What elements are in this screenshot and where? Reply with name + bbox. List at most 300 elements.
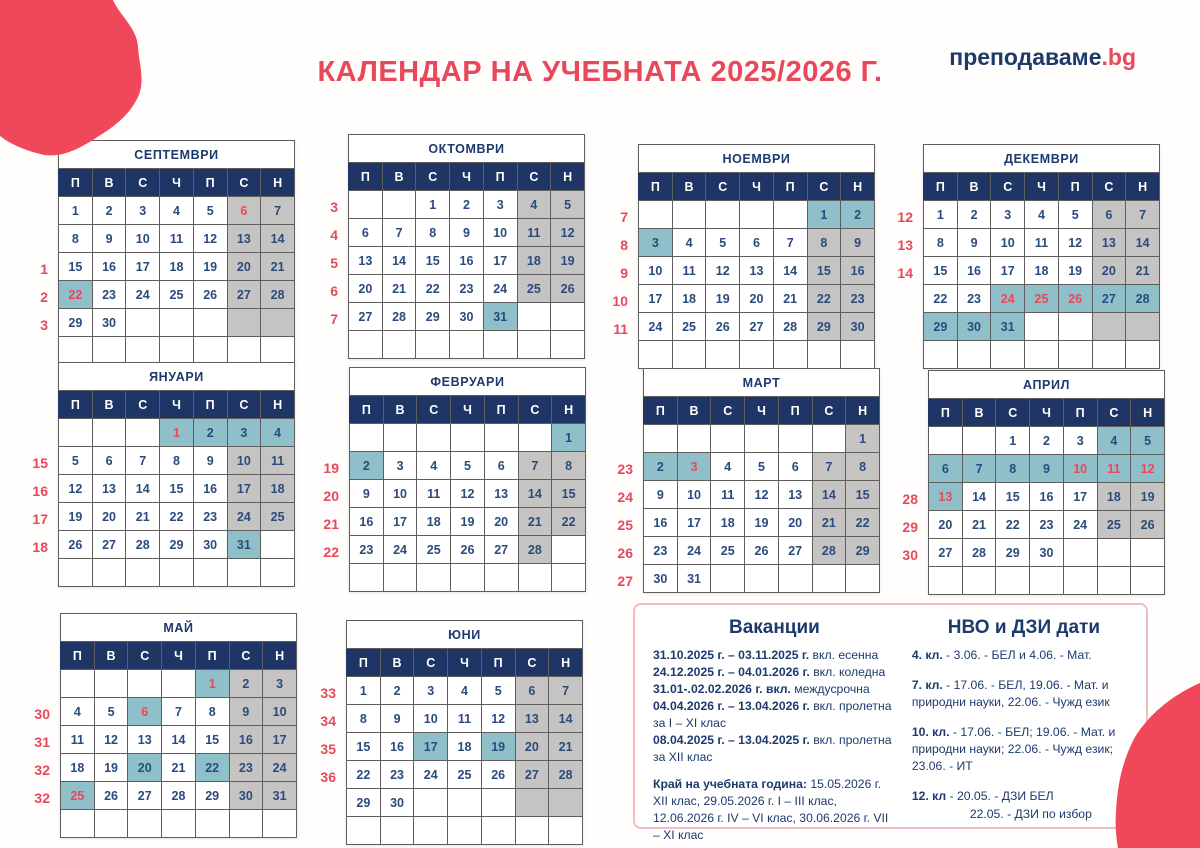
weekday-header: С (227, 391, 261, 419)
day-cell: 4 (672, 229, 706, 257)
day-cell: 9 (193, 447, 227, 475)
day-cell (549, 817, 583, 845)
week-number-column (316, 620, 342, 847)
day-cell: 2 (841, 201, 875, 229)
day-cell: 22 (195, 754, 229, 782)
week-number: 6 (330, 282, 338, 299)
day-cell (778, 425, 812, 453)
day-cell: 18 (61, 754, 95, 782)
weekday-header: Н (841, 173, 875, 201)
day-cell: 1 (807, 201, 841, 229)
weekday-header: С (518, 396, 552, 424)
day-cell: 16 (841, 257, 875, 285)
brand-logo-navy: преподаваме (949, 44, 1102, 70)
month-title: ДЕКЕМВРИ (924, 145, 1160, 173)
day-cell (450, 331, 484, 359)
panel-line: 12. кл - 20.05. - ДЗИ БЕЛ 22.05. - ДЗИ по избор (911, 789, 1092, 821)
weekday-header: П (350, 396, 384, 424)
weekday-header: С (128, 642, 162, 670)
day-cell: 22 (807, 285, 841, 313)
day-cell (94, 810, 128, 838)
week-number (31, 672, 56, 700)
day-cell: 4 (61, 698, 95, 726)
day-cell: 28 (1126, 285, 1160, 313)
day-cell (227, 559, 261, 587)
day-cell: 10 (126, 225, 160, 253)
day-cell: 10 (1063, 455, 1097, 483)
day-cell: 6 (929, 455, 963, 483)
day-cell: 27 (349, 303, 383, 331)
day-cell (481, 789, 515, 817)
day-cell: 5 (551, 191, 585, 219)
month-title: ФЕВРУАРИ (350, 368, 586, 396)
day-cell (711, 565, 745, 593)
week-number: 5 (330, 254, 338, 271)
panel-line: 4. кл. - 3.06. - БЕЛ и 4.06. - Мат. (911, 648, 1092, 662)
week-number: 18 (32, 538, 48, 555)
day-cell (518, 424, 552, 452)
weekday-header: П (193, 391, 227, 419)
day-cell: 25 (711, 537, 745, 565)
weekday-header: В (92, 391, 126, 419)
day-cell (517, 331, 551, 359)
weekday-header: С (711, 397, 745, 425)
day-cell: 20 (92, 503, 126, 531)
weekday-header: Н (1131, 399, 1165, 427)
day-cell: 15 (416, 247, 450, 275)
day-cell: 14 (126, 475, 160, 503)
day-cell (551, 331, 585, 359)
day-cell: 31 (263, 782, 297, 810)
day-cell: 6 (484, 452, 518, 480)
day-cell: 21 (382, 275, 416, 303)
day-cell: 5 (706, 229, 740, 257)
week-number: 22 (323, 543, 339, 560)
weekday-header: С (1092, 173, 1126, 201)
day-cell: 20 (1092, 257, 1126, 285)
month-october (318, 134, 585, 361)
day-cell: 19 (1131, 483, 1165, 511)
day-cell: 22 (347, 761, 381, 789)
day-cell: 18 (1025, 257, 1059, 285)
weekday-header: С (126, 169, 160, 197)
day-cell: 13 (1092, 229, 1126, 257)
weekday-header: П (193, 169, 227, 197)
day-cell: 30 (450, 303, 484, 331)
day-cell: 21 (162, 754, 196, 782)
day-cell: 31 (483, 303, 517, 331)
weekday-header: П (924, 173, 958, 201)
day-cell: 3 (1063, 427, 1097, 455)
day-cell: 15 (846, 481, 880, 509)
week-number-column (30, 613, 56, 840)
panel-line: 24.12.2025 г. – 04.01.2026 г. вкл. коледна (653, 665, 886, 680)
day-cell: 13 (515, 705, 549, 733)
weekday-header: Ч (450, 163, 484, 191)
weekday-header: Ч (1030, 399, 1064, 427)
day-cell: 23 (229, 754, 263, 782)
week-number: 9 (620, 264, 628, 281)
day-cell (195, 810, 229, 838)
day-cell: 27 (1092, 285, 1126, 313)
day-cell: 23 (841, 285, 875, 313)
week-number: 36 (320, 768, 336, 785)
day-cell (347, 817, 381, 845)
day-cell: 12 (1058, 229, 1092, 257)
day-cell: 14 (261, 225, 295, 253)
day-cell (711, 425, 745, 453)
month-title: НОЕМВРИ (639, 145, 875, 173)
day-cell: 19 (706, 285, 740, 313)
weekday-header: Н (1126, 173, 1160, 201)
day-cell: 7 (962, 455, 996, 483)
day-cell: 16 (350, 508, 384, 536)
decorative-blob-bottom-right (1105, 683, 1200, 848)
day-cell: 29 (416, 303, 450, 331)
day-cell: 3 (677, 453, 711, 481)
day-cell: 14 (162, 726, 196, 754)
day-cell: 14 (773, 257, 807, 285)
day-cell (350, 564, 384, 592)
day-cell: 18 (417, 508, 451, 536)
week-number (899, 457, 924, 485)
day-cell (126, 309, 160, 337)
weekday-header: В (94, 642, 128, 670)
day-cell: 23 (1030, 511, 1064, 539)
day-cell: 21 (773, 285, 807, 313)
day-cell: 12 (451, 480, 485, 508)
day-cell: 2 (350, 452, 384, 480)
day-cell: 2 (380, 677, 414, 705)
week-number (614, 427, 639, 455)
day-cell: 8 (59, 225, 93, 253)
panel-line: 08.04.2025 г. – 13.04.2025 г. вкл. пролетна за XII клас (653, 733, 892, 765)
day-cell: 23 (450, 275, 484, 303)
week-number: 19 (323, 459, 339, 476)
day-cell: 19 (94, 754, 128, 782)
week-number (320, 426, 345, 454)
week-number-column (28, 362, 54, 589)
day-cell: 24 (639, 313, 673, 341)
day-cell (841, 341, 875, 369)
weekday-header: С (807, 173, 841, 201)
day-cell: 11 (61, 726, 95, 754)
week-number: 3 (330, 198, 338, 215)
day-cell: 3 (383, 452, 417, 480)
day-cell: 4 (711, 453, 745, 481)
day-cell: 22 (996, 511, 1030, 539)
weekday-header: П (773, 173, 807, 201)
weekday-header: С (991, 173, 1025, 201)
day-cell: 23 (644, 537, 678, 565)
week-number: 2 (40, 288, 48, 305)
day-cell (1063, 567, 1097, 595)
weekday-header: В (672, 173, 706, 201)
day-cell: 24 (1063, 511, 1097, 539)
week-number: 32 (34, 789, 50, 806)
month-december (893, 144, 1160, 371)
day-cell (126, 559, 160, 587)
day-cell: 23 (957, 285, 991, 313)
month-september (28, 140, 295, 367)
day-cell (383, 424, 417, 452)
month-march (613, 368, 880, 595)
weekday-header: П (484, 396, 518, 424)
week-number (899, 569, 924, 597)
day-cell: 6 (92, 447, 126, 475)
day-cell (515, 817, 549, 845)
day-cell: 31 (227, 531, 261, 559)
week-number: 7 (330, 310, 338, 327)
month-title: ЯНУАРИ (59, 363, 295, 391)
day-cell: 11 (711, 481, 745, 509)
day-cell (59, 559, 93, 587)
panel-line: Край на учебната година: 15.05.2026 г. XII клас, 29.05.2026 г. I – III клас, 12.06.2026 г. IV – VI клас, 30.06.2026 г. VII – XI клас (653, 776, 889, 842)
week-number-column (898, 370, 924, 597)
weekday-header: Н (261, 169, 295, 197)
day-cell (484, 424, 518, 452)
weekday-header: С (229, 642, 263, 670)
day-cell: 8 (195, 698, 229, 726)
day-cell (1131, 567, 1165, 595)
week-number (31, 812, 56, 840)
day-cell (1092, 313, 1126, 341)
day-cell: 17 (126, 253, 160, 281)
day-cell (924, 341, 958, 369)
weekday-header: П (61, 642, 95, 670)
brand-logo (949, 44, 1136, 71)
day-cell (448, 817, 482, 845)
vacations-body (653, 647, 896, 844)
day-cell: 24 (483, 275, 517, 303)
day-cell: 12 (1131, 455, 1165, 483)
day-cell: 23 (350, 536, 384, 564)
day-cell: 10 (414, 705, 448, 733)
week-number: 34 (320, 712, 336, 729)
day-cell: 6 (515, 677, 549, 705)
day-cell: 9 (1030, 455, 1064, 483)
week-number: 13 (897, 236, 913, 253)
week-number: 3 (40, 316, 48, 333)
day-cell: 10 (991, 229, 1025, 257)
day-cell: 16 (380, 733, 414, 761)
weekday-header: Н (261, 391, 295, 419)
day-cell: 29 (996, 539, 1030, 567)
day-cell: 5 (94, 698, 128, 726)
day-cell: 24 (383, 536, 417, 564)
day-cell: 25 (261, 503, 295, 531)
day-cell: 24 (263, 754, 297, 782)
weekday-header: В (382, 163, 416, 191)
day-cell: 10 (227, 447, 261, 475)
day-cell: 18 (160, 253, 194, 281)
day-cell (484, 564, 518, 592)
day-cell (515, 789, 549, 817)
day-cell: 24 (677, 537, 711, 565)
day-cell: 10 (383, 480, 417, 508)
month-title: СЕПТЕМВРИ (59, 141, 295, 169)
day-cell: 29 (807, 313, 841, 341)
week-number: 35 (320, 740, 336, 757)
day-cell (773, 201, 807, 229)
day-cell: 15 (195, 726, 229, 754)
day-cell: 27 (227, 281, 261, 309)
day-cell: 30 (229, 782, 263, 810)
day-cell: 24 (227, 503, 261, 531)
day-cell (745, 565, 779, 593)
day-cell (61, 670, 95, 698)
day-cell (807, 341, 841, 369)
day-cell: 25 (517, 275, 551, 303)
week-number: 33 (320, 684, 336, 701)
day-cell (128, 670, 162, 698)
month-table (60, 613, 297, 838)
day-cell (672, 201, 706, 229)
day-cell: 19 (451, 508, 485, 536)
day-cell: 4 (160, 197, 194, 225)
day-cell: 4 (517, 191, 551, 219)
day-cell (706, 201, 740, 229)
day-cell: 16 (644, 509, 678, 537)
day-cell: 29 (59, 309, 93, 337)
day-cell (846, 565, 880, 593)
day-cell: 18 (672, 285, 706, 313)
day-cell (380, 817, 414, 845)
week-number (894, 343, 919, 371)
day-cell (1097, 539, 1131, 567)
month-table (349, 367, 586, 592)
day-cell: 21 (518, 508, 552, 536)
day-cell (227, 309, 261, 337)
day-cell: 22 (552, 508, 586, 536)
day-cell: 31 (991, 313, 1025, 341)
day-cell: 10 (263, 698, 297, 726)
month-title: ЮНИ (347, 621, 583, 649)
weekday-header: В (962, 399, 996, 427)
day-cell: 29 (347, 789, 381, 817)
day-cell (59, 337, 93, 365)
month-table (348, 134, 585, 359)
weekday-header: П (778, 397, 812, 425)
day-cell: 19 (551, 247, 585, 275)
weekday-header: П (481, 649, 515, 677)
month-title: МАРТ (644, 369, 880, 397)
day-cell (552, 536, 586, 564)
day-cell: 29 (195, 782, 229, 810)
day-cell (773, 341, 807, 369)
day-cell (740, 341, 774, 369)
month-june (316, 620, 583, 847)
month-april (898, 370, 1165, 597)
day-cell (1126, 313, 1160, 341)
day-cell: 20 (128, 754, 162, 782)
day-cell: 20 (740, 285, 774, 313)
day-cell: 27 (929, 539, 963, 567)
week-number (29, 421, 54, 449)
vacations-title: Ваканции (728, 617, 820, 638)
day-cell: 1 (846, 425, 880, 453)
day-cell: 8 (846, 453, 880, 481)
day-cell: 14 (382, 247, 416, 275)
day-cell: 6 (1092, 201, 1126, 229)
day-cell: 1 (924, 201, 958, 229)
day-cell: 7 (1126, 201, 1160, 229)
day-cell (1025, 313, 1059, 341)
day-cell: 15 (59, 253, 93, 281)
day-cell (416, 331, 450, 359)
panel-line: 31.01-.02.02.2026 г. вкл. междусрочна (653, 682, 870, 697)
month-table (928, 370, 1165, 595)
weekday-header: В (677, 397, 711, 425)
week-number (894, 287, 919, 315)
weekday-header: Ч (162, 642, 196, 670)
week-number: 15 (32, 454, 48, 471)
day-cell: 14 (549, 705, 583, 733)
panel-line: 04.04.2026 г. – 13.04.2026 г. вкл. пролетна за I – XI клас (653, 699, 892, 731)
day-cell: 2 (957, 201, 991, 229)
week-number: 23 (617, 460, 633, 477)
day-cell (639, 201, 673, 229)
day-cell (229, 810, 263, 838)
day-cell: 31 (677, 565, 711, 593)
exams-body (912, 647, 1136, 823)
day-cell (1058, 341, 1092, 369)
day-cell: 6 (128, 698, 162, 726)
day-cell: 24 (414, 761, 448, 789)
day-cell: 24 (991, 285, 1025, 313)
week-number: 14 (897, 264, 913, 281)
week-number: 31 (34, 733, 50, 750)
weekday-header: Н (846, 397, 880, 425)
weekday-header: Н (552, 396, 586, 424)
day-cell: 25 (160, 281, 194, 309)
day-cell: 3 (483, 191, 517, 219)
month-table (638, 144, 875, 369)
day-cell: 14 (962, 483, 996, 511)
week-number-column (319, 367, 345, 594)
day-cell: 8 (924, 229, 958, 257)
day-cell: 25 (672, 313, 706, 341)
day-cell: 3 (126, 197, 160, 225)
day-cell: 2 (193, 419, 227, 447)
day-cell: 1 (552, 424, 586, 452)
day-cell (94, 670, 128, 698)
day-cell: 27 (484, 536, 518, 564)
day-cell (92, 337, 126, 365)
week-number: 20 (323, 487, 339, 504)
month-november (608, 144, 875, 371)
day-cell: 17 (1063, 483, 1097, 511)
day-cell (349, 191, 383, 219)
month-table (58, 140, 295, 365)
panel-line: 7. кл. - 17.06. - БЕЛ, 19.06. - Мат. и природни науки, 22.06. - Чужд език (911, 678, 1110, 710)
day-cell: 18 (711, 509, 745, 537)
day-cell: 30 (193, 531, 227, 559)
day-cell: 5 (59, 447, 93, 475)
day-cell (128, 810, 162, 838)
day-cell: 21 (1126, 257, 1160, 285)
day-cell: 30 (92, 309, 126, 337)
day-cell: 25 (1025, 285, 1059, 313)
day-cell: 8 (416, 219, 450, 247)
day-cell: 21 (261, 253, 295, 281)
weekday-header: С (126, 391, 160, 419)
day-cell: 16 (193, 475, 227, 503)
day-cell (929, 427, 963, 455)
day-cell: 7 (261, 197, 295, 225)
day-cell: 7 (773, 229, 807, 257)
day-cell: 17 (227, 475, 261, 503)
